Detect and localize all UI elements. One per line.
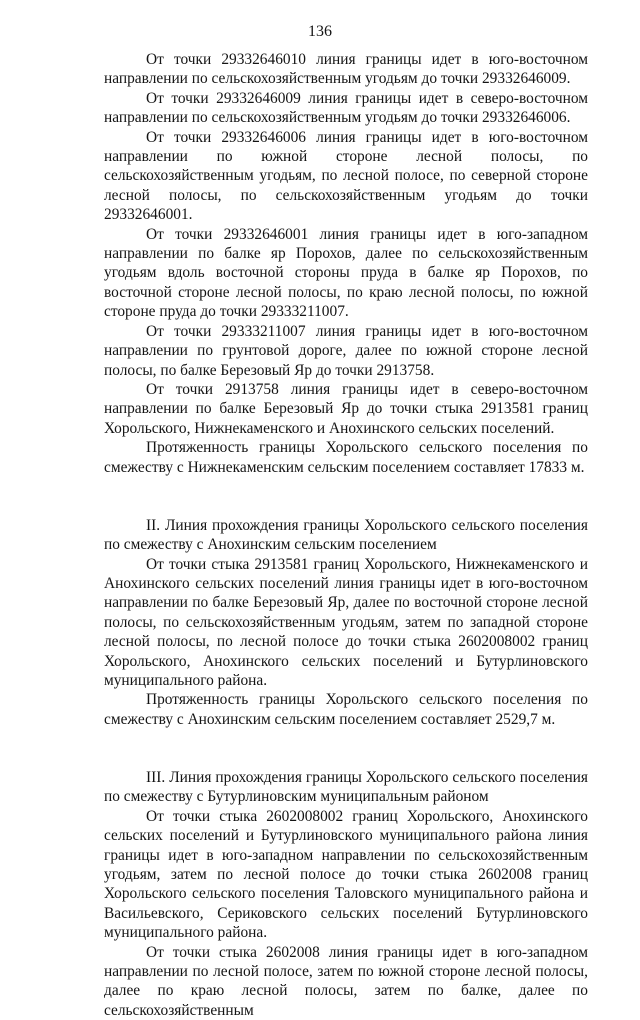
paragraph: От точки стыка 2602008002 границ Хорольского, Анохинского сельских поселений и Бутурлиновского муниципального района линия границы идет в юго-западном направлении по сельскохозяйственным угодьям, затем по лесной полосе до точки стыка 2602008 границ Хорольского сельского поселения Таловского муниципального района и Васильевского, Сериковского сельских поселений Бутурлиновского муниципального района. [104, 807, 588, 942]
paragraph: От точки 2913758 линия границы идет в северо-восточном направлении по балке Березовый Яр до точки стыка 2913581 границ Хорольского, Нижнекаменского и Анохинского сельских поселений. [104, 380, 588, 437]
section-heading: III. Линия прохождения границы Хорольского сельского поселения по смежеству с Бутурлиновским муниципальным районом [104, 768, 588, 806]
section-spacer [104, 477, 588, 496]
paragraph: От точки стыка 2602008 линия границы идет в юго-западном направлении по лесной полосе, затем по южной стороне лесной полосы, далее по краю лесной полосы, затем по балке, далее по сельскохозяйственным [104, 943, 588, 1019]
paragraph: От точки стыка 2913581 границ Хорольского, Нижнекаменского и Анохинского сельских поселений линия границы идет в юго-восточном направлении по балке Березовый Яр, далее по восточной стороне лесной полосы, по сельскохозяйственным угодьям, затем по западной стороне лесной полосы, по лесной полосе до точки стыка 2602008002 границ Хорольского, Анохинского сельских поселений и Бутурлиновского муниципального района. [104, 555, 588, 689]
document-body [104, 50, 588, 1020]
paragraph: От точки 29332646006 линия границы идет в юго-восточном направлении по южной стороне лесной полосы, по сельскохозяйственным угодьям, по лесной полосе, по северной стороне лесной полосы, по сельскохозяйственным угодьям до точки 29332646001. [104, 128, 588, 224]
section-spacer [104, 729, 588, 748]
section-spacer [104, 749, 588, 768]
paragraph: От точки 29332646010 линия границы идет в юго-восточном направлении по сельскохозяйственным угодьям до точки 29332646009. [104, 51, 588, 88]
section-spacer [104, 496, 588, 515]
paragraph: От точки 29332646009 линия границы идет в северо-восточном направлении по сельскохозяйственным угодьям до точки 29332646006. [104, 89, 588, 127]
paragraph: Протяженность границы Хорольского сельского поселения по смежеству с Нижнекаменским сельским поселением составляет 17833 м. [104, 439, 588, 476]
paragraph: От точки 29333211007 линия границы идет в юго-восточном направлении по грунтовой дороге, далее по южной стороне лесной полосы, по балке Березовый Яр до точки 2913758. [104, 322, 588, 379]
page-number: 136 [308, 23, 332, 40]
paragraph: Протяженность границы Хорольского сельского поселения по смежеству с Анохинским сельским поселением составляет 2529,7 м. [104, 691, 588, 728]
section-heading: II. Линия прохождения границы Хорольского сельского поселения по смежеству с Анохинским сельским поселением [104, 516, 588, 554]
paragraph: От точки 29332646001 линия границы идет в юго-западном направлении по балке яр Порохов, далее по сельскохозяйственным угодьям вдоль восточной стороны пруда в балке яр Порохов, по восточной стороне лесной полосы, по краю лесной полосы, по южной стороне пруда до точки 29333211007. [104, 225, 588, 321]
